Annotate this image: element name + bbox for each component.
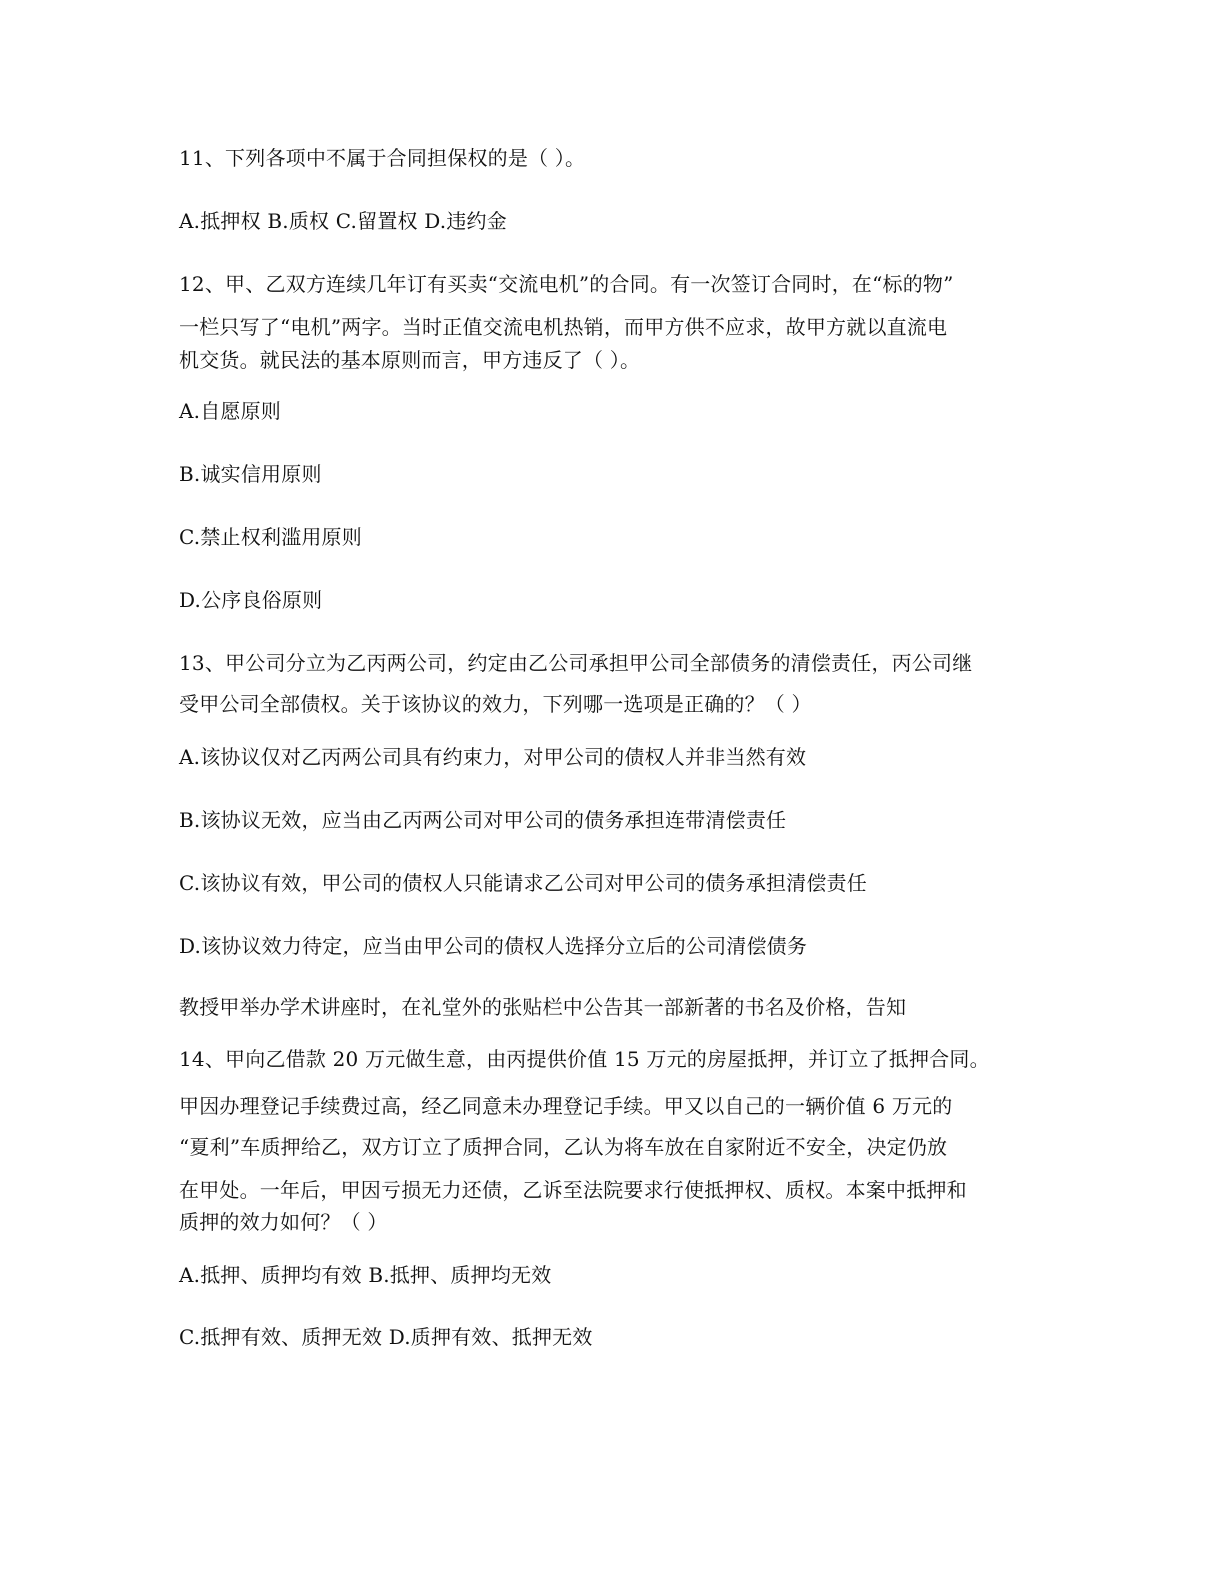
stray-paragraph: 教授甲举办学术讲座时，在礼堂外的张贴栏中公告其一部新著的书名及价格，告知 (179, 995, 907, 1019)
question-13-option-d: D.该协议效力待定，应当由甲公司的债权人选择分立后的公司清偿债务 (179, 934, 808, 958)
question-12-option-c: C.禁止权利滥用原则 (179, 525, 362, 549)
question-12-option-b: B.诚实信用原则 (179, 462, 322, 486)
question-12-text-line-3: 机交货。就民法的基本原则而言，甲方违反了（ ）。 (179, 348, 641, 372)
question-14-text-line-4: 在甲处。一年后，甲因亏损无力还债，乙诉至法院要求行使抵押权、质权。本案中抵押和 (179, 1178, 967, 1202)
question-12-option-d: D.公序良俗原则 (179, 588, 323, 612)
question-14-text-line-2: 甲因办理登记手续费过高，经乙同意未办理登记手续。甲又以自己的一辆价值 6 万元的 (179, 1094, 953, 1118)
question-11-options: A.抵押权 B.质权 C.留置权 D.违约金 (179, 209, 507, 233)
question-12-text-line-2: 一栏只写了“电机”两字。当时正值交流电机热销，而甲方供不应求，故甲方就以直流电 (179, 315, 948, 339)
question-13-option-b: B.该协议无效，应当由乙丙两公司对甲公司的债务承担连带清偿责任 (179, 808, 787, 832)
question-14-options-cd: C.抵押有效、质押无效 D.质押有效、抵押无效 (179, 1325, 593, 1349)
question-14-text-line-5: 质押的效力如何？（ ） (179, 1210, 388, 1234)
question-11-text: 11、下列各项中不属于合同担保权的是（ ）。 (179, 146, 586, 170)
question-12-option-a: A.自愿原则 (179, 399, 282, 423)
question-13-text-line-2: 受甲公司全部债权。关于该协议的效力，下列哪一选项是正确的？（ ） (179, 692, 812, 716)
question-14-text-line-3: “夏利”车质押给乙，双方订立了质押合同，乙认为将车放在自家附近不安全，决定仍放 (179, 1135, 948, 1159)
question-14-options-ab: A.抵押、质押均有效 B.抵押、质押均无效 (179, 1263, 552, 1287)
question-14-text-line-1: 14、甲向乙借款 20 万元做生意，由丙提供价值 15 万元的房屋抵押，并订立了抵押合同。 (179, 1047, 990, 1071)
question-13-text-line-1: 13、甲公司分立为乙丙两公司，约定由乙公司承担甲公司全部债务的清偿责任，丙公司继 (179, 651, 973, 675)
question-13-option-c: C.该协议有效，甲公司的债权人只能请求乙公司对甲公司的债务承担清偿责任 (179, 871, 867, 895)
question-12-text-line-1: 12、甲、乙双方连续几年订有买卖“交流电机”的合同。有一次签订合同时，在“标的物” (179, 272, 954, 296)
question-13-option-a: A.该协议仅对乙丙两公司具有约束力，对甲公司的债权人并非当然有效 (179, 745, 807, 769)
